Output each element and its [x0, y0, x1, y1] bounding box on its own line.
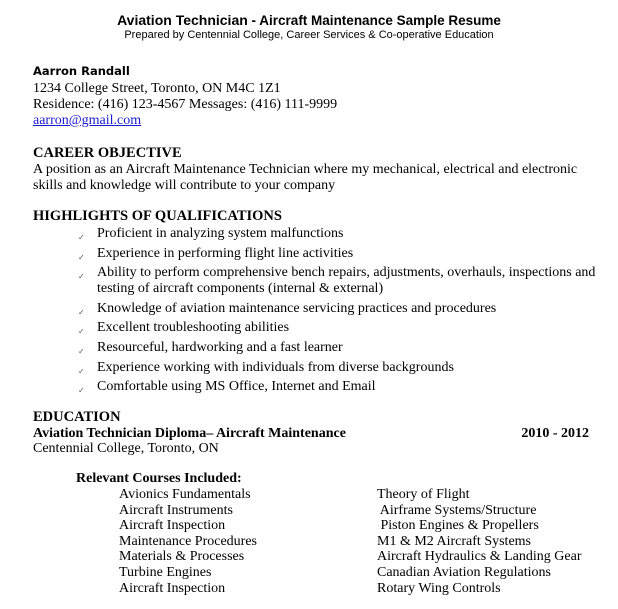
- highlight-text: Resourceful, hardworking and a fast learner: [97, 339, 343, 355]
- highlight-text: Ability to perform comprehensive bench repairs, adjustments, overhauls, inspections and testing of aircraft components (internal & external): [97, 265, 596, 297]
- courses-heading: [76, 471, 242, 487]
- course-item: Maintenance Procedures: [119, 533, 257, 549]
- title-rest: - Aircraft Maintenance Sample Resume: [247, 13, 501, 28]
- course-item: Canadian Aviation Regulations: [377, 564, 551, 580]
- highlight-text: Proficient in analyzing system malfunctions: [97, 226, 344, 241]
- check-mark-icon: ✓: [78, 307, 85, 317]
- check-mark-icon: ✓: [78, 233, 85, 242]
- title-main: Aviation Technician: [117, 12, 248, 28]
- education-program: Aviation Technician Diploma– Aircraft Maintenance: [33, 426, 346, 441]
- course-item: Theory of Flight: [377, 487, 470, 502]
- highlight-item: [0, 265, 597, 297]
- course-item: Aircraft Inspection: [119, 518, 226, 534]
- highlight-text: Knowledge of aviation maintenance servicing practices and procedures: [97, 300, 497, 316]
- course-item: Aircraft Hydraulics & Landing Gear: [377, 549, 582, 565]
- education-school: Centennial College, Toronto, ON: [33, 441, 219, 456]
- career-objective-heading: CAREER OBJECTIVE: [33, 145, 182, 161]
- education-heading: EDUCATION: [33, 409, 121, 425]
- courses-list-right: [377, 487, 581, 596]
- education-dates: 2010 - 2012: [521, 426, 589, 441]
- highlight-item: [0, 379, 597, 395]
- highlight-text: Experience working with individuals from diverse backgrounds: [97, 359, 454, 375]
- check-mark-icon: ✓: [78, 327, 85, 337]
- course-item: Avionics Fundamentals: [119, 487, 251, 502]
- course-item: Rotary Wing Controls: [377, 580, 501, 596]
- highlight-item: [0, 360, 597, 376]
- career-objective-text: A position as an Aircraft Maintenance Technician where my mechanical, electrical and electronic skills and knowledge will contribute to your company: [33, 162, 578, 193]
- check-mark-icon: ✓: [78, 272, 85, 282]
- document-subtitle: Prepared by Centennial College, Career Services & Co-operative Education: [124, 29, 494, 41]
- check-mark-icon: ✓: [78, 386, 85, 396]
- highlight-item: [0, 301, 597, 317]
- education-program-row: [33, 426, 589, 442]
- course-item: Aircraft Instruments: [119, 502, 233, 518]
- address: 1234 College Street, Toronto, ON M4C 1Z1: [33, 81, 281, 96]
- highlight-item: [0, 226, 597, 242]
- check-mark-icon: ✓: [78, 252, 85, 262]
- phone-numbers: Residence: (416) 123-4567 Messages: (416) 111-9999: [33, 97, 338, 112]
- course-item: Piston Engines & Propellers: [377, 518, 539, 534]
- highlights-list: [0, 226, 600, 399]
- highlights-heading: HIGHLIGHTS OF QUALIFICATIONS: [33, 208, 282, 224]
- courses-list-left: [119, 487, 257, 596]
- highlight-text: Experience in performing flight line activities: [97, 245, 354, 261]
- course-item: Materials & Processes: [119, 549, 245, 565]
- check-mark-icon: ✓: [78, 366, 85, 376]
- course-item: M1 & M2 Aircraft Systems: [377, 533, 531, 549]
- email-link[interactable]: aarron@gmail.com: [33, 113, 142, 128]
- highlight-item: [0, 320, 597, 336]
- courses-heading-text: Relevant Courses Included:: [76, 471, 242, 486]
- highlight-text: Excellent troubleshooting abilities: [97, 320, 290, 336]
- check-mark-icon: ✓: [78, 346, 85, 356]
- highlight-text: Comfortable using MS Office, Internet and Email: [97, 379, 376, 395]
- highlight-item: [0, 246, 597, 262]
- course-item: Aircraft Inspection: [119, 580, 226, 596]
- course-item: Airframe Systems/Structure: [377, 502, 537, 518]
- applicant-name: Aarron Randall: [33, 64, 130, 78]
- course-item: Turbine Engines: [119, 564, 212, 580]
- highlight-item: [0, 340, 597, 356]
